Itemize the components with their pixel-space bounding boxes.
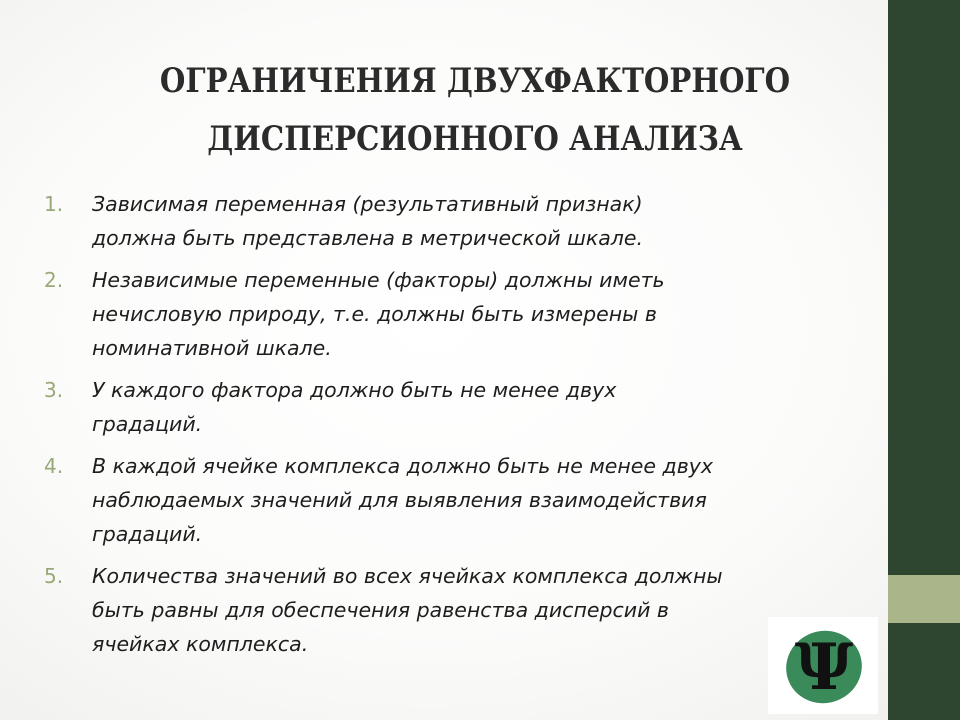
item-text — [92, 187, 844, 255]
item-text-line: Количества значений во всех ячейках комплекса должны — [92, 564, 723, 588]
item-text-line: наблюдаемых значений для выявления взаимодействия — [92, 488, 707, 512]
item-text-line: нечисловую природу, т.е. должны быть измерены в — [92, 302, 657, 326]
item-text — [92, 449, 844, 551]
psi-glyph: Ψ — [794, 630, 854, 705]
item-text-line: У каждого фактора должно быть не менее двух — [92, 378, 617, 402]
item-number: 2. — [44, 268, 64, 292]
list-item — [44, 187, 844, 255]
list-item — [44, 449, 844, 551]
item-number: 5. — [44, 564, 64, 588]
sidebar-accent-block — [888, 575, 960, 623]
slide-title — [118, 52, 832, 168]
item-number: 4. — [44, 454, 64, 478]
item-text-line: ячейках комплекса. — [92, 632, 309, 656]
psi-logo-icon — [768, 617, 878, 714]
list-item — [44, 263, 844, 365]
item-text-line: градаций. — [92, 522, 203, 546]
item-text-line: Независимые переменные (факторы) должны иметь — [92, 268, 665, 292]
title-line-2: ДИСПЕРСИОННОГО АНАЛИЗА — [207, 119, 743, 159]
list-item — [44, 373, 844, 441]
item-text-line: быть равны для обеспечения равенства дисперсий в — [92, 598, 669, 622]
item-number: 1. — [44, 192, 64, 216]
list-item — [44, 559, 844, 661]
item-text-line: номинативной шкале. — [92, 336, 332, 360]
item-text — [92, 559, 844, 661]
limitations-list — [44, 187, 844, 669]
item-number: 3. — [44, 378, 64, 402]
item-text-line: должна быть представлена в метрической шкале. — [92, 226, 644, 250]
item-text-line: В каждой ячейке комплекса должно быть не менее двух — [92, 454, 714, 478]
item-text-line: Зависимая переменная (результативный признак) — [92, 192, 643, 216]
item-text — [92, 263, 844, 365]
item-text-line: градаций. — [92, 412, 203, 436]
psychology-logo — [768, 617, 878, 714]
title-line-1: ОГРАНИЧЕНИЯ ДВУХФАКТОРНОГО — [159, 61, 791, 101]
item-text — [92, 373, 844, 441]
